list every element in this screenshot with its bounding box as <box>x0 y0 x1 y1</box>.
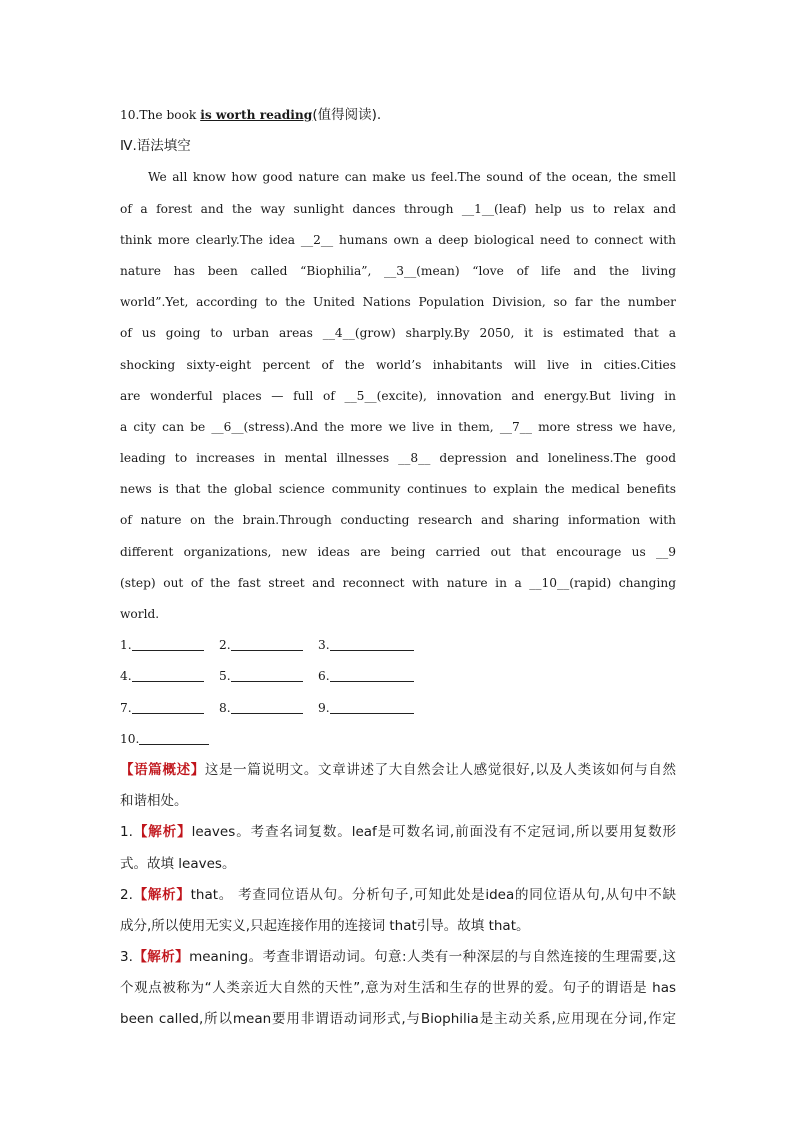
item-10-suffix: (值得阅读). <box>312 107 382 123</box>
item-10 <box>120 100 676 131</box>
answer-blank[interactable] <box>139 730 209 745</box>
explanation-line <box>120 880 676 911</box>
summary-tag: 【语篇概述】 <box>120 761 205 778</box>
answer-number: 7. <box>120 700 132 715</box>
answer-blank[interactable] <box>231 636 303 651</box>
explanation-line: 式。故填 leaves。 <box>120 855 236 872</box>
answer-blank[interactable] <box>231 699 303 714</box>
passage-line: of us going to urban areas __4__(grow) sharply.By 2050, it is estimated that a <box>120 326 676 341</box>
explanation-line <box>120 942 676 973</box>
explanation-line: 成分,所以使用无实义,只起连接作用的连接词 that引导。故填 that。 <box>120 917 530 934</box>
summary-text: 这是一篇说明文。文章讲述了大自然会让人感觉很好,以及人类该如何与自然 <box>204 761 676 778</box>
explanation-tag: 【解析】 <box>132 886 191 903</box>
passage-line: We all know how good nature can make us feel.The sound of the ocean, the smell <box>148 170 676 185</box>
answer-blank[interactable] <box>132 667 204 682</box>
answer-row <box>120 661 676 692</box>
explanation-number: 1. <box>120 824 133 841</box>
passage-line: shocking sixty-eight percent of the world’s inhabitants will live in cities.Cities <box>120 357 676 372</box>
explanation-number: 3. <box>120 949 133 966</box>
explanation <box>120 880 676 942</box>
passage-line: leading to increases in mental illnesses __8__ depression and loneliness.The good <box>120 451 676 466</box>
document-content <box>120 100 676 1036</box>
answer-number: 5. <box>219 669 231 684</box>
item-10-prefix: 10.The book <box>120 108 201 122</box>
explanation <box>120 817 676 879</box>
passage-line: are wonderful places — full of __5__(excite), innovation and energy.But living in <box>120 388 676 403</box>
answer-number: 1. <box>120 638 132 653</box>
answer-blanks <box>120 630 676 755</box>
summary-line: 和谐相处。 <box>120 793 188 810</box>
answer-row <box>120 724 676 755</box>
explanation-line: been called,所以mean要用非谓语动词形式,与Biophilia是主动关系,应用现在分词,作定 <box>120 1011 676 1028</box>
explanation <box>120 942 676 1036</box>
summary <box>120 755 676 817</box>
passage <box>120 162 676 630</box>
answer-blank[interactable] <box>132 699 204 714</box>
answer-blank[interactable] <box>330 636 414 651</box>
explanation-line <box>120 817 676 848</box>
answer-row <box>120 693 676 724</box>
explanation-number: 2. <box>120 886 133 903</box>
summary-line <box>120 755 676 786</box>
passage-line: nature has been called “Biophilia”, __3__(mean) “love of life and the living <box>120 263 676 278</box>
answer-number: 4. <box>120 669 132 684</box>
explanation-text: that。 考查同位语从句。分析句子,可知此处是idea的同位语从句,从句中不缺 <box>190 886 676 903</box>
passage-line: world”.Yet, according to the United Nations Population Division, so far the number <box>120 295 676 310</box>
answer-blank[interactable] <box>330 699 414 714</box>
passage-line: (step) out of the fast street and reconnect with nature in a __10__(rapid) changing <box>120 575 676 590</box>
answer-blank[interactable] <box>231 667 303 682</box>
answer-blank[interactable] <box>330 667 414 682</box>
passage-line: different organizations, new ideas are being carried out that encourage us __9 <box>120 544 676 559</box>
passage-line: news is that the global science community continues to explain the medical benefits <box>120 482 676 497</box>
passage-line: of a forest and the way sunlight dances through __1__(leaf) help us to relax and <box>120 201 676 216</box>
answer-number: 2. <box>219 638 231 653</box>
answer-row <box>120 630 676 661</box>
section-title: Ⅳ.语法填空 <box>120 138 191 155</box>
explanation-line: 个观点被称为“人类亲近大自然的天性”,意为对生活和生存的世界的爱。句子的谓语是 has <box>120 980 676 997</box>
item-10-answer: is worth reading <box>200 108 313 122</box>
passage-line: of nature on the brain.Through conducting research and sharing information with <box>120 513 676 528</box>
answer-blank[interactable] <box>132 636 204 651</box>
answer-number: 8. <box>219 700 231 715</box>
answer-number: 6. <box>318 669 330 684</box>
answer-number: 3. <box>318 638 330 653</box>
explanation-tag: 【解析】 <box>132 949 190 966</box>
answer-number: 10. <box>120 731 140 746</box>
explanation-text: meaning。考查非谓语动词。句意:人类有一种深层的与自然连接的生理需要,这 <box>189 949 676 966</box>
explanation-text: leaves。考查名词复数。leaf是可数名词,前面没有不定冠词,所以要用复数形 <box>191 824 676 841</box>
passage-line: a city can be __6__(stress).And the more we live in them, __7__ more stress we have, <box>120 419 676 434</box>
answer-number: 9. <box>318 700 330 715</box>
explanation-tag: 【解析】 <box>132 824 192 841</box>
passage-line: think more clearly.The idea __2__ humans own a deep biological need to connect with <box>120 232 676 247</box>
passage-line: world. <box>120 607 160 621</box>
